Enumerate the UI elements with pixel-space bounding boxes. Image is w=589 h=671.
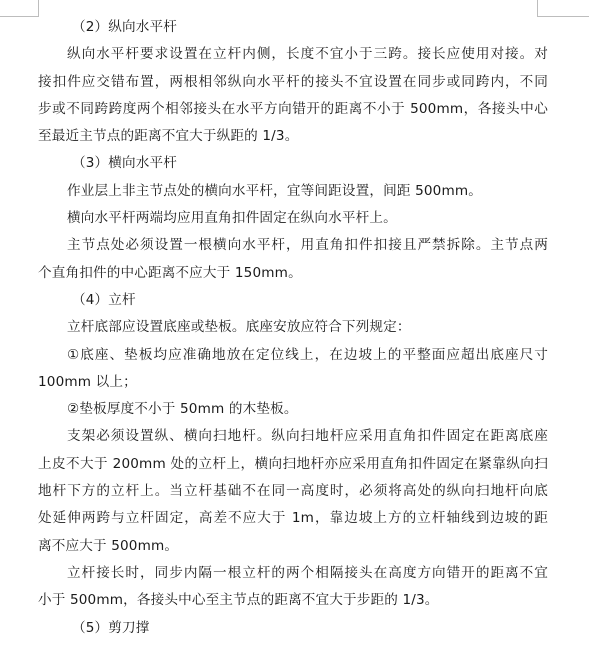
- paragraph-line: 离不应大于 500mm。: [38, 537, 179, 554]
- crop-mark-top-left: [0, 0, 39, 17]
- paragraph-line: 地杆下方的立杆上。当立杆基础不在同一高度时，必须将高处的纵向扫地杆向底: [38, 483, 548, 500]
- paragraph-line: 接扣件应交错布置，两根相邻纵向水平杆的接头不宜设置在同步或同跨内，不同: [38, 73, 548, 90]
- paragraph-line: 立杆底部应设置底座或垫板。底座安放应符合下列规定：: [67, 319, 411, 336]
- paragraph-line: 横向水平杆两端均应用直角扣件固定在纵向水平杆上。: [67, 210, 397, 227]
- paragraph-line: 主节点处必须设置一根横向水平杆，用直角扣件扣接且严禁拆除。主节点两: [67, 237, 548, 254]
- paragraph-line: ②垫板厚度不小于 50mm 的木垫板。: [67, 401, 298, 418]
- paragraph-line: 立杆接长时，同步内隔一根立杆的两个相隔接头在高度方向错开的距离不宜: [67, 564, 548, 581]
- paragraph-line: 支架必须设置纵、横向扫地杆。纵向扫地杆应采用直角扣件固定在距离底座: [67, 428, 548, 445]
- paragraph-line: 作业层上非主节点处的横向水平杆，宜等间距设置，间距 500mm。: [67, 182, 482, 199]
- paragraph-line: ①底座、垫板均应准确地放在定位线上，在边坡上的平整面应超出底座尺寸: [67, 346, 548, 363]
- paragraph-line: 个直角扣件的中心距离不应大于 150mm。: [38, 264, 302, 281]
- section-heading-horizontal-transverse: （3）横向水平杆: [72, 155, 178, 172]
- paragraph-line: 小于 500mm，各接头中心至主节点的距离不宜大于步距的 1/3。: [38, 592, 439, 609]
- document-body: [38, 14, 548, 642]
- paragraph-line: 至最近主节点的距离不宜大于纵距的 1/3。: [38, 128, 299, 145]
- paragraph-line: 处延伸两跨与立杆固定，高差不应大于 1m，靠边坡上方的立杆轴线到边坡的距: [38, 510, 548, 527]
- paragraph-line: 步或不同跨跨度两个相邻接头在水平方向错开的距离不小于 500mm，各接头中心: [38, 100, 548, 117]
- section-heading-horizontal-longitudinal: （2）纵向水平杆: [72, 19, 178, 35]
- section-heading-upright-pole: （4）立杆: [72, 291, 136, 308]
- paragraph-line: 100mm 以上；: [38, 373, 137, 390]
- section-heading-scissor-brace: （5）剪刀撑: [72, 619, 150, 636]
- paragraph-line: 上皮不大于 200mm 处的立杆上，横向扫地杆亦应采用直角扣件固定在紧靠纵向扫: [38, 455, 548, 472]
- paragraph-line: 纵向水平杆要求设置在立杆内侧，长度不宜小于三跨。接长应使用对接。对: [67, 46, 548, 63]
